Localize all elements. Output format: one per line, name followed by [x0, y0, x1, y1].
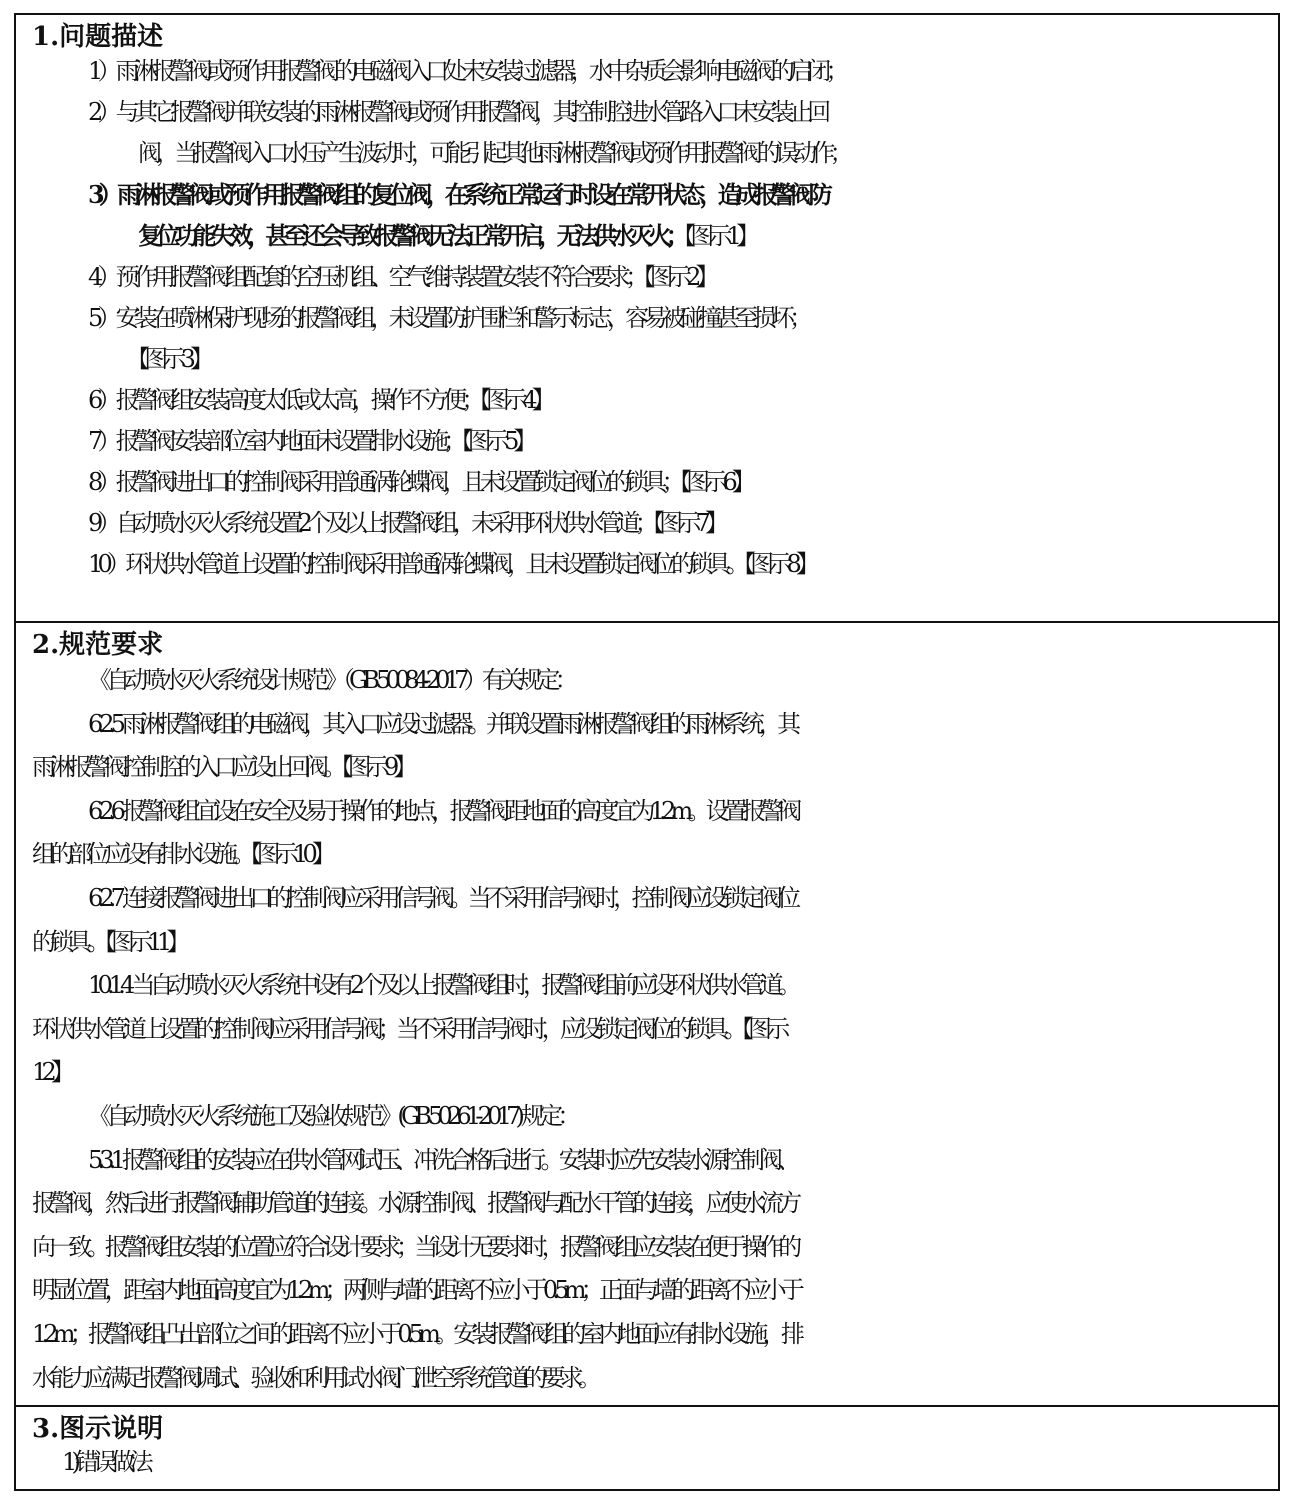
code-title-gb50261: 《自动喷水灭火系统施工及验收规范》(GB 50261-2017) 规定： [88, 1101, 576, 1130]
problem-item-3-text: 复位功能失效，甚至还会导致报警阀无法正常开启，无法供水灭火； [138, 221, 684, 250]
clause-6-2-5: 6.2.5 雨淋报警阀组的电磁阀，其入口应设过滤器。并联设置雨淋报警阀组的雨淋系统，其 [88, 709, 796, 738]
code-title-gb50084: 《自动喷水灭火系统设计规范》（GB 50084-2017）有关规定： [88, 666, 573, 694]
clause-5-3-1-line-4: 明显位置，距室内地面高度宜为1.2m；两侧与墙的距离不应小于0.5m；正面与墙的距离不应小于 [32, 1276, 800, 1305]
section-illustration [16, 1407, 1278, 1489]
problem-item-3: 3）雨淋报警阀或预作用报警阀组的复位阀，在系统正常运行时设在常开状态，造成报警阀防 [88, 180, 827, 209]
problem-item-6: 6）报警阀组安装高度太低或太高，操作不方便；【图示4】 [88, 386, 550, 414]
clause-5-3-1-line-5: 1.2m；报警阀组凸出部位之间的距离不应小于0.5m。安装报警阀组的室内地面应有排水设施，排 [32, 1319, 800, 1348]
clause-6-2-7: 6.2.7 连接报警阀进出口的控制阀应采用信号阀。当不采用信号阀时，控制阀应设锁定阀位 [88, 883, 796, 912]
problem-item-2-continued: 阀，当报警阀入口水压产生波动时，可能引起其他雨淋报警阀或预作用报警阀的误动作； [138, 139, 848, 167]
clause-6-2-5-continued: 雨淋报警阀控制腔的入口应设止回阀。【图示9】 [32, 753, 412, 782]
problem-item-2: 2）与其它报警阀并联安装的雨淋报警阀或预作用报警阀，其控制腔进水管路入口未安装止回 [88, 98, 826, 126]
clause-5-3-1-line-3: 向一致。报警阀组安装的位置应符合设计要求；当设计无要求时，报警阀组应安装在便于操作的 [32, 1232, 797, 1261]
problem-item-5: 5）安装在喷淋保护现场的报警阀组，未设置防护围栏和警示标志，容易被碰撞甚至损坏； [88, 304, 808, 332]
problem-item-10: 10）环状供水管道上设置的控制阀采用普通涡轮蝶阀，且未设置锁定阀位的锁具。【图示8】 [88, 550, 815, 578]
clause-6-2-6: 6.2.6 报警阀组宜设在安全及易于操作的地点，报警阀距地面的高度宜为1.2m。设置报警阀 [88, 796, 797, 825]
problem-item-9: 9）自动喷水灭火系统设置2个及以上报警阀组，未采用环状供水管道；【图示7】 [88, 509, 724, 537]
section-problem-description [16, 15, 1278, 623]
problem-item-5-continued: 【图示3】 [126, 345, 209, 373]
problem-item-4: 4）预作用报警阀组配套的空压机组、空气维持装置安装不符合要求；【图示2】 [88, 263, 714, 291]
problem-item-1: 1）雨淋报警阀或预作用报警阀的电磁阀入口处未安装过滤器，水中杂质会影响电磁阀的启闭； [88, 57, 844, 85]
problem-item-8: 8）报警阀进出口的控制阀采用普通涡轮蝶阀，且未设置锁定阀位的锁具；【图示6】 [88, 468, 751, 496]
clause-5-3-1-line-2: 报警阀，然后进行报警阀辅助管道的连接。水源控制阀、报警阀与配水干管的连接，应使水流方 [32, 1189, 797, 1218]
illustration-subtitle: 1)错误做法 [62, 1448, 148, 1476]
section-heading: 3.图示说明 [32, 1414, 164, 1444]
clause-10-1-4: 10.1.4 当自动喷水灭火系统中设有2个及以上报警阀组时，报警阀组前应设环状供水管道。 [88, 971, 797, 1000]
problem-item-7: 7）报警阀安装部位室内地面未设置排水设施；【图示5】 [88, 427, 532, 455]
section-heading: 2.规范要求 [32, 630, 164, 660]
clause-5-3-1-line-6: 水能力应满足报警阀调试、验收和利用试水阀门泄空系统管道的要求。 [32, 1363, 597, 1392]
figure-ref-1: 【图示1】 [684, 222, 755, 250]
clause-5-3-1: 5.3.1 报警阀组的安装应在供水管网试压、冲洗合格后进行。安装时应先安装水源控制阀、 [88, 1145, 796, 1174]
clause-6-2-7-continued: 的锁具。【图示11】 [32, 927, 185, 956]
section-heading: 1.问题描述 [32, 22, 164, 52]
document-table [14, 13, 1280, 1491]
problem-item-3-continued [16, 215, 1278, 257]
clause-10-1-4-continued-2: 12】 [32, 1058, 70, 1087]
clause-10-1-4-continued: 环状供水管道上设置的控制阀应采用信号阀；当不采用信号阀时，应设锁定阀位的锁具。【图示 [32, 1014, 785, 1043]
clause-6-2-6-continued: 组的部位应设有排水设施。【图示10】 [32, 840, 331, 869]
section-code-requirements [16, 623, 1278, 1407]
